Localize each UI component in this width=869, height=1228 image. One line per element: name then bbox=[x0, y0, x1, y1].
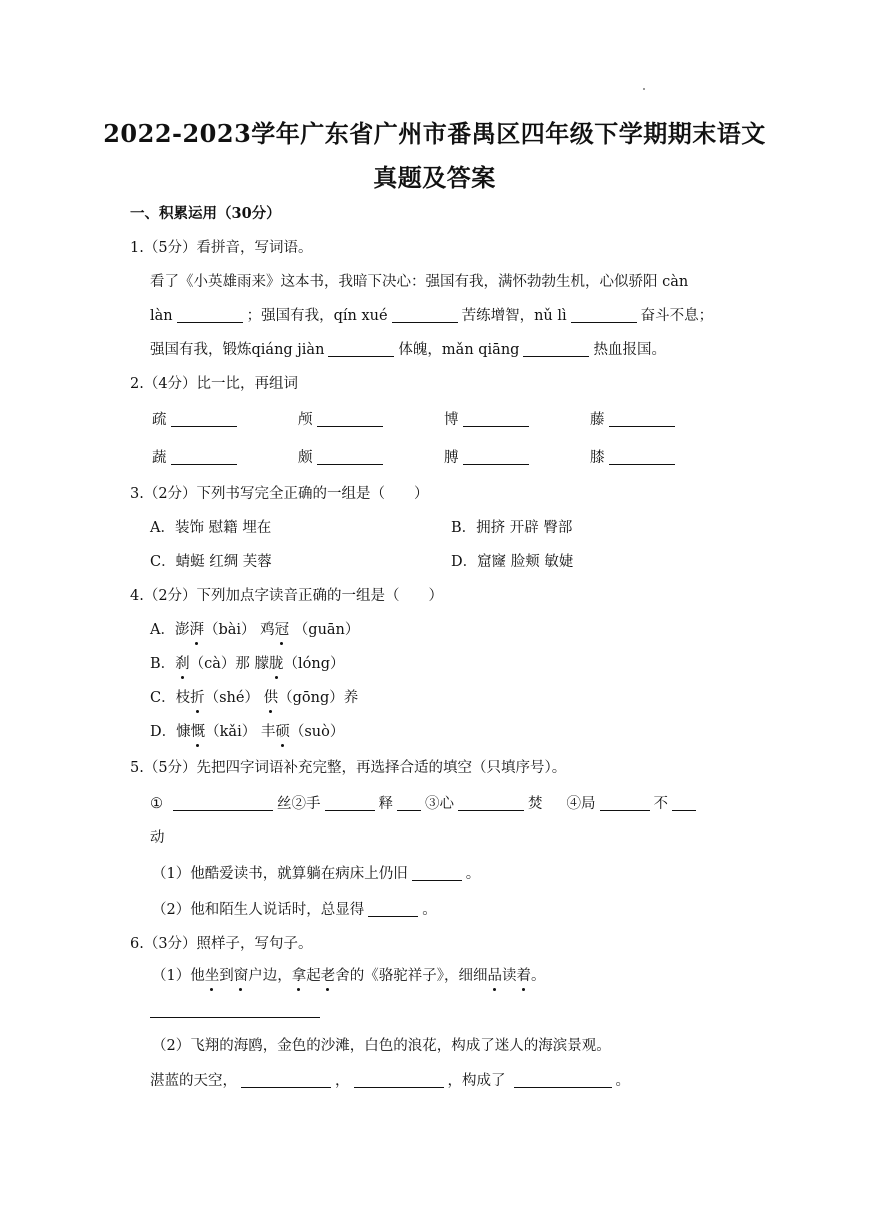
q2-char: 颅 bbox=[298, 412, 313, 428]
q1-text: ；强国有我，qín xué bbox=[246, 308, 388, 324]
q6-text: 舍的《骆驼祥子》，细细 bbox=[335, 968, 488, 984]
q5-text: ③心 bbox=[425, 796, 454, 812]
q1-stem: 1.（5分）看拼音，写词语。 bbox=[130, 240, 313, 256]
q4-text: （kǎi） 丰 bbox=[205, 724, 276, 740]
answer-blank[interactable] bbox=[171, 411, 237, 427]
q4-text: B． bbox=[150, 656, 176, 672]
q5-text: ②手 bbox=[291, 796, 321, 812]
q1-line2 bbox=[150, 306, 713, 326]
answer-blank[interactable] bbox=[368, 901, 418, 917]
q4-option-c[interactable] bbox=[150, 688, 358, 708]
q5-text: 焚 bbox=[528, 796, 543, 812]
answer-blank[interactable] bbox=[354, 1072, 444, 1088]
q2-char: 博 bbox=[444, 412, 459, 428]
q4-text: C．枝 bbox=[150, 690, 191, 706]
answer-blank[interactable] bbox=[325, 795, 375, 811]
q4-text: D．慷 bbox=[150, 724, 191, 740]
q5-sentence-2 bbox=[152, 900, 437, 920]
q5-sentence-1 bbox=[152, 864, 480, 884]
dotted-char: 着 bbox=[516, 968, 531, 984]
q5-text: 丝 bbox=[277, 796, 292, 812]
q5-text: 释 bbox=[378, 796, 393, 812]
dotted-char: 刹 bbox=[175, 656, 190, 672]
q1-text: 苦练增智，nǔ lì bbox=[461, 308, 567, 324]
q5-text: ① bbox=[150, 796, 163, 812]
q6-sentence-3 bbox=[150, 1071, 630, 1091]
q4-option-a[interactable] bbox=[150, 620, 359, 640]
q1-line1: 看了《小英雄雨来》这本书，我暗下决心：强国有我，满怀勃勃生机，心似骄阳 càn bbox=[150, 274, 689, 290]
q4-text: （lóng） bbox=[283, 656, 345, 672]
q4-option-d[interactable] bbox=[150, 722, 344, 742]
dotted-char: 冠 bbox=[274, 622, 290, 638]
q6-text: ，构成了 bbox=[447, 1073, 506, 1089]
q2-char-item bbox=[590, 410, 679, 430]
q2-char-item bbox=[152, 410, 241, 430]
answer-blank[interactable] bbox=[609, 449, 675, 465]
q3-option-c[interactable]: C．蜻蜓 红绸 芙蓉 bbox=[150, 554, 272, 570]
q6-stem: 6.（3分）照样子，写句子。 bbox=[130, 936, 313, 952]
q5-text: 。 bbox=[465, 866, 481, 882]
q1-text: 奋斗不息； bbox=[640, 308, 714, 324]
answer-blank[interactable] bbox=[672, 795, 696, 811]
answer-blank[interactable] bbox=[328, 341, 394, 357]
q2-stem: 2.（4分）比一比，再组词 bbox=[130, 376, 299, 392]
q5-text: 。 bbox=[422, 902, 437, 918]
q4-option-b[interactable] bbox=[150, 654, 345, 674]
q4-text: A．澎 bbox=[150, 622, 190, 638]
dotted-char: 坐 bbox=[204, 968, 220, 984]
answer-blank[interactable] bbox=[171, 449, 237, 465]
q1-text: 强国有我，锻炼qiáng jiàn bbox=[150, 342, 325, 358]
section-heading: 一、积累运用（30分） bbox=[130, 205, 281, 222]
dotted-char: 老 bbox=[320, 968, 336, 984]
q6-text: 。 bbox=[530, 968, 546, 984]
q6-example-2: （2）飞翔的海鸥，金色的沙滩，白色的浪花，构成了迷人的海滨景观。 bbox=[152, 1038, 611, 1054]
q4-text: （cà）那 朦 bbox=[189, 656, 270, 672]
q4-text: （shé） bbox=[204, 690, 264, 706]
q6-text: 户边， bbox=[248, 968, 292, 984]
q5-text: ④局 bbox=[566, 796, 596, 812]
answer-blank[interactable] bbox=[463, 411, 529, 427]
q6-text: ， bbox=[335, 1073, 350, 1089]
q6-text: 到 bbox=[219, 968, 234, 984]
q4-text: （guān） bbox=[289, 622, 360, 638]
q6-sentence-1 bbox=[152, 966, 545, 986]
q4-text: （gōng）养 bbox=[278, 690, 359, 706]
answer-line[interactable] bbox=[150, 1017, 320, 1018]
q5-idiom-row bbox=[150, 794, 700, 814]
q6-text: 起 bbox=[306, 968, 321, 984]
doc-title-line1: 2022-2023学年广东省广州市番禺区四年级下学期期末语文 bbox=[103, 119, 766, 148]
q1-pinyin-canlan-end: làn bbox=[150, 308, 173, 324]
dotted-char: 供 bbox=[263, 690, 279, 706]
dotted-char: 折 bbox=[190, 690, 205, 706]
q2-char-item bbox=[444, 448, 533, 468]
page-mark bbox=[643, 88, 645, 90]
q4-stem: 4.（2分）下列加点字读音正确的一组是（ ） bbox=[130, 588, 444, 604]
dotted-char: 湃 bbox=[189, 622, 204, 638]
q1-line3 bbox=[150, 340, 666, 360]
dotted-char: 胧 bbox=[269, 656, 284, 672]
answer-blank[interactable] bbox=[177, 307, 243, 323]
doc-title-line2: 真题及答案 bbox=[373, 163, 496, 192]
q6-text: （1）他 bbox=[152, 968, 205, 984]
q3-option-a[interactable]: A．装饰 慰籍 埋在 bbox=[150, 520, 272, 536]
answer-blank[interactable] bbox=[571, 307, 637, 323]
q2-char-item bbox=[298, 410, 387, 430]
q5-text: （2）他和陌生人说话时，总显得 bbox=[152, 902, 365, 918]
q6-text: 读 bbox=[501, 968, 517, 984]
q3-stem: 3.（2分）下列书写完全正确的一组是（ ） bbox=[130, 486, 429, 502]
q5-text: （1）他酷爱读书，就算躺在病床上仍旧 bbox=[152, 866, 408, 882]
q2-char: 膝 bbox=[590, 450, 605, 466]
dotted-char: 硕 bbox=[275, 724, 290, 740]
answer-blank[interactable] bbox=[392, 307, 458, 323]
q2-char-item bbox=[298, 448, 387, 468]
q2-char: 膊 bbox=[444, 450, 459, 466]
q4-text: （suò） bbox=[289, 724, 345, 740]
answer-blank[interactable] bbox=[523, 341, 589, 357]
q1-text: 体魄，mǎn qiāng bbox=[398, 342, 520, 358]
answer-blank[interactable] bbox=[514, 1072, 612, 1088]
q4-text: （bài） 鸡 bbox=[203, 622, 275, 638]
q2-char: 蔬 bbox=[152, 450, 167, 466]
q5-text: 不 bbox=[653, 796, 668, 812]
q2-char: 疏 bbox=[152, 412, 167, 428]
q2-char-item bbox=[590, 448, 679, 468]
answer-blank[interactable] bbox=[463, 449, 529, 465]
answer-blank[interactable] bbox=[458, 795, 524, 811]
answer-blank[interactable] bbox=[600, 795, 650, 811]
q3-option-d[interactable]: D．窟窿 脸颊 敏婕 bbox=[451, 554, 574, 570]
dotted-char: 拿 bbox=[291, 968, 307, 984]
q5-stem: 5.（5分）先把四字词语补充完整，再选择合适的填空（只填序号）。 bbox=[130, 760, 567, 776]
dotted-char: 窗 bbox=[233, 968, 249, 984]
answer-blank[interactable] bbox=[412, 865, 462, 881]
q2-char-item bbox=[444, 410, 533, 430]
q5-idiom-tail: 动 bbox=[150, 830, 165, 846]
q2-char-item bbox=[152, 448, 241, 468]
answer-blank[interactable] bbox=[397, 795, 421, 811]
answer-blank[interactable] bbox=[317, 449, 383, 465]
dotted-char: 品 bbox=[487, 968, 502, 984]
q1-text: 热血报国。 bbox=[593, 342, 666, 358]
answer-blank[interactable] bbox=[173, 795, 273, 811]
q3-option-b[interactable]: B．拥挤 开辟 臀部 bbox=[451, 520, 573, 536]
answer-blank[interactable] bbox=[317, 411, 383, 427]
q2-char: 藤 bbox=[590, 412, 605, 428]
dotted-char: 慨 bbox=[190, 724, 206, 740]
q2-char: 颇 bbox=[298, 450, 313, 466]
q6-text: 。 bbox=[615, 1073, 630, 1089]
answer-blank[interactable] bbox=[609, 411, 675, 427]
answer-blank[interactable] bbox=[241, 1072, 331, 1088]
q6-text: 湛蓝的天空， bbox=[150, 1073, 237, 1089]
